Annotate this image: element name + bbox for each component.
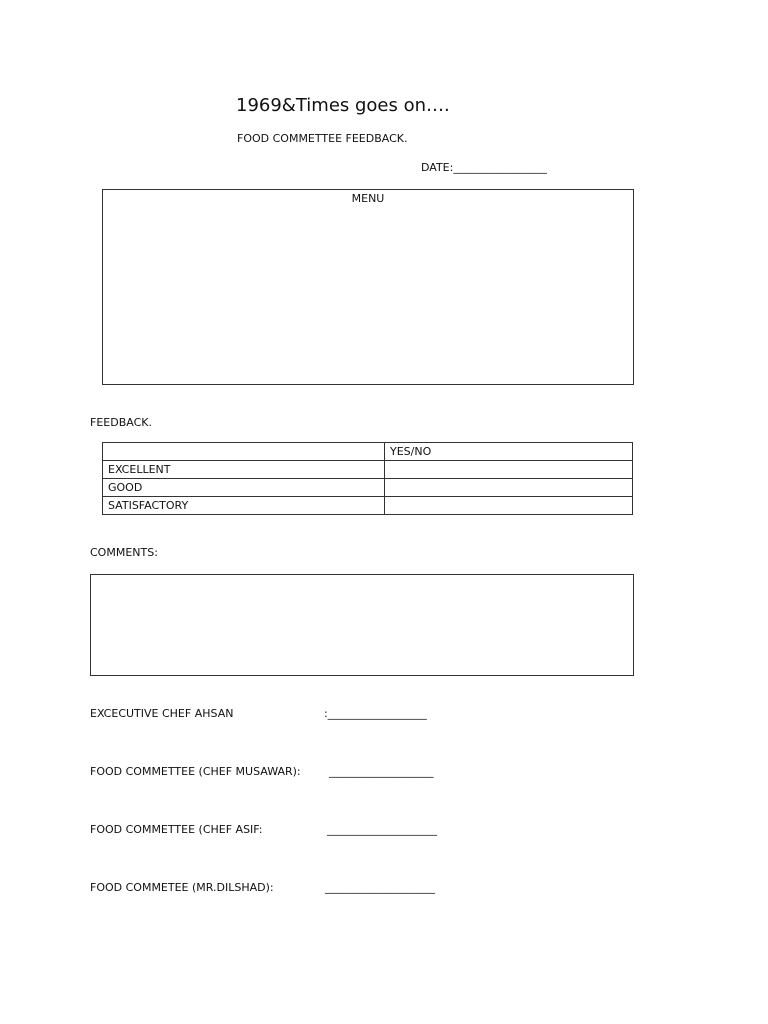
page-title: 1969&Times goes on…. [236,95,450,116]
table-cell [103,443,385,461]
signature-label-executive-chef: EXCECUTIVE CHEF AHSAN [90,707,234,720]
table-row [103,461,633,479]
yes-no-cell-satisfactory[interactable] [385,497,633,515]
comments-label: COMMENTS: [90,546,158,559]
yes-no-cell-excellent[interactable] [385,461,633,479]
feedback-table [102,442,633,515]
table-row [103,497,633,515]
signature-line-chef-asif[interactable]: ____________________ [327,823,437,836]
menu-box[interactable] [102,189,634,385]
yes-no-header: YES/NO [385,443,633,461]
comments-box[interactable] [90,574,634,676]
signature-label-chef-musawar: FOOD COMMETTEE (CHEF MUSAWAR): [90,765,301,778]
form-subtitle: FOOD COMMETTEE FEEDBACK. [237,132,408,145]
table-row [103,479,633,497]
rating-label-excellent: EXCELLENT [103,461,385,479]
table-row [103,443,633,461]
signature-label-chef-asif: FOOD COMMETTEE (CHEF ASIF: [90,823,263,836]
date-field[interactable]: DATE:_________________ [421,161,547,174]
signature-line-chef-musawar[interactable]: ___________________ [329,765,434,778]
yes-no-cell-good[interactable] [385,479,633,497]
rating-label-good: GOOD [103,479,385,497]
feedback-heading: FEEDBACK. [90,416,152,429]
menu-label: MENU [351,192,385,205]
signature-line-executive-chef[interactable]: :__________________ [324,707,427,720]
rating-label-satisfactory: SATISFACTORY [103,497,385,515]
signature-line-mr-dilshad[interactable]: ____________________ [325,881,435,894]
signature-label-mr-dilshad: FOOD COMMETEE (MR.DILSHAD): [90,881,274,894]
